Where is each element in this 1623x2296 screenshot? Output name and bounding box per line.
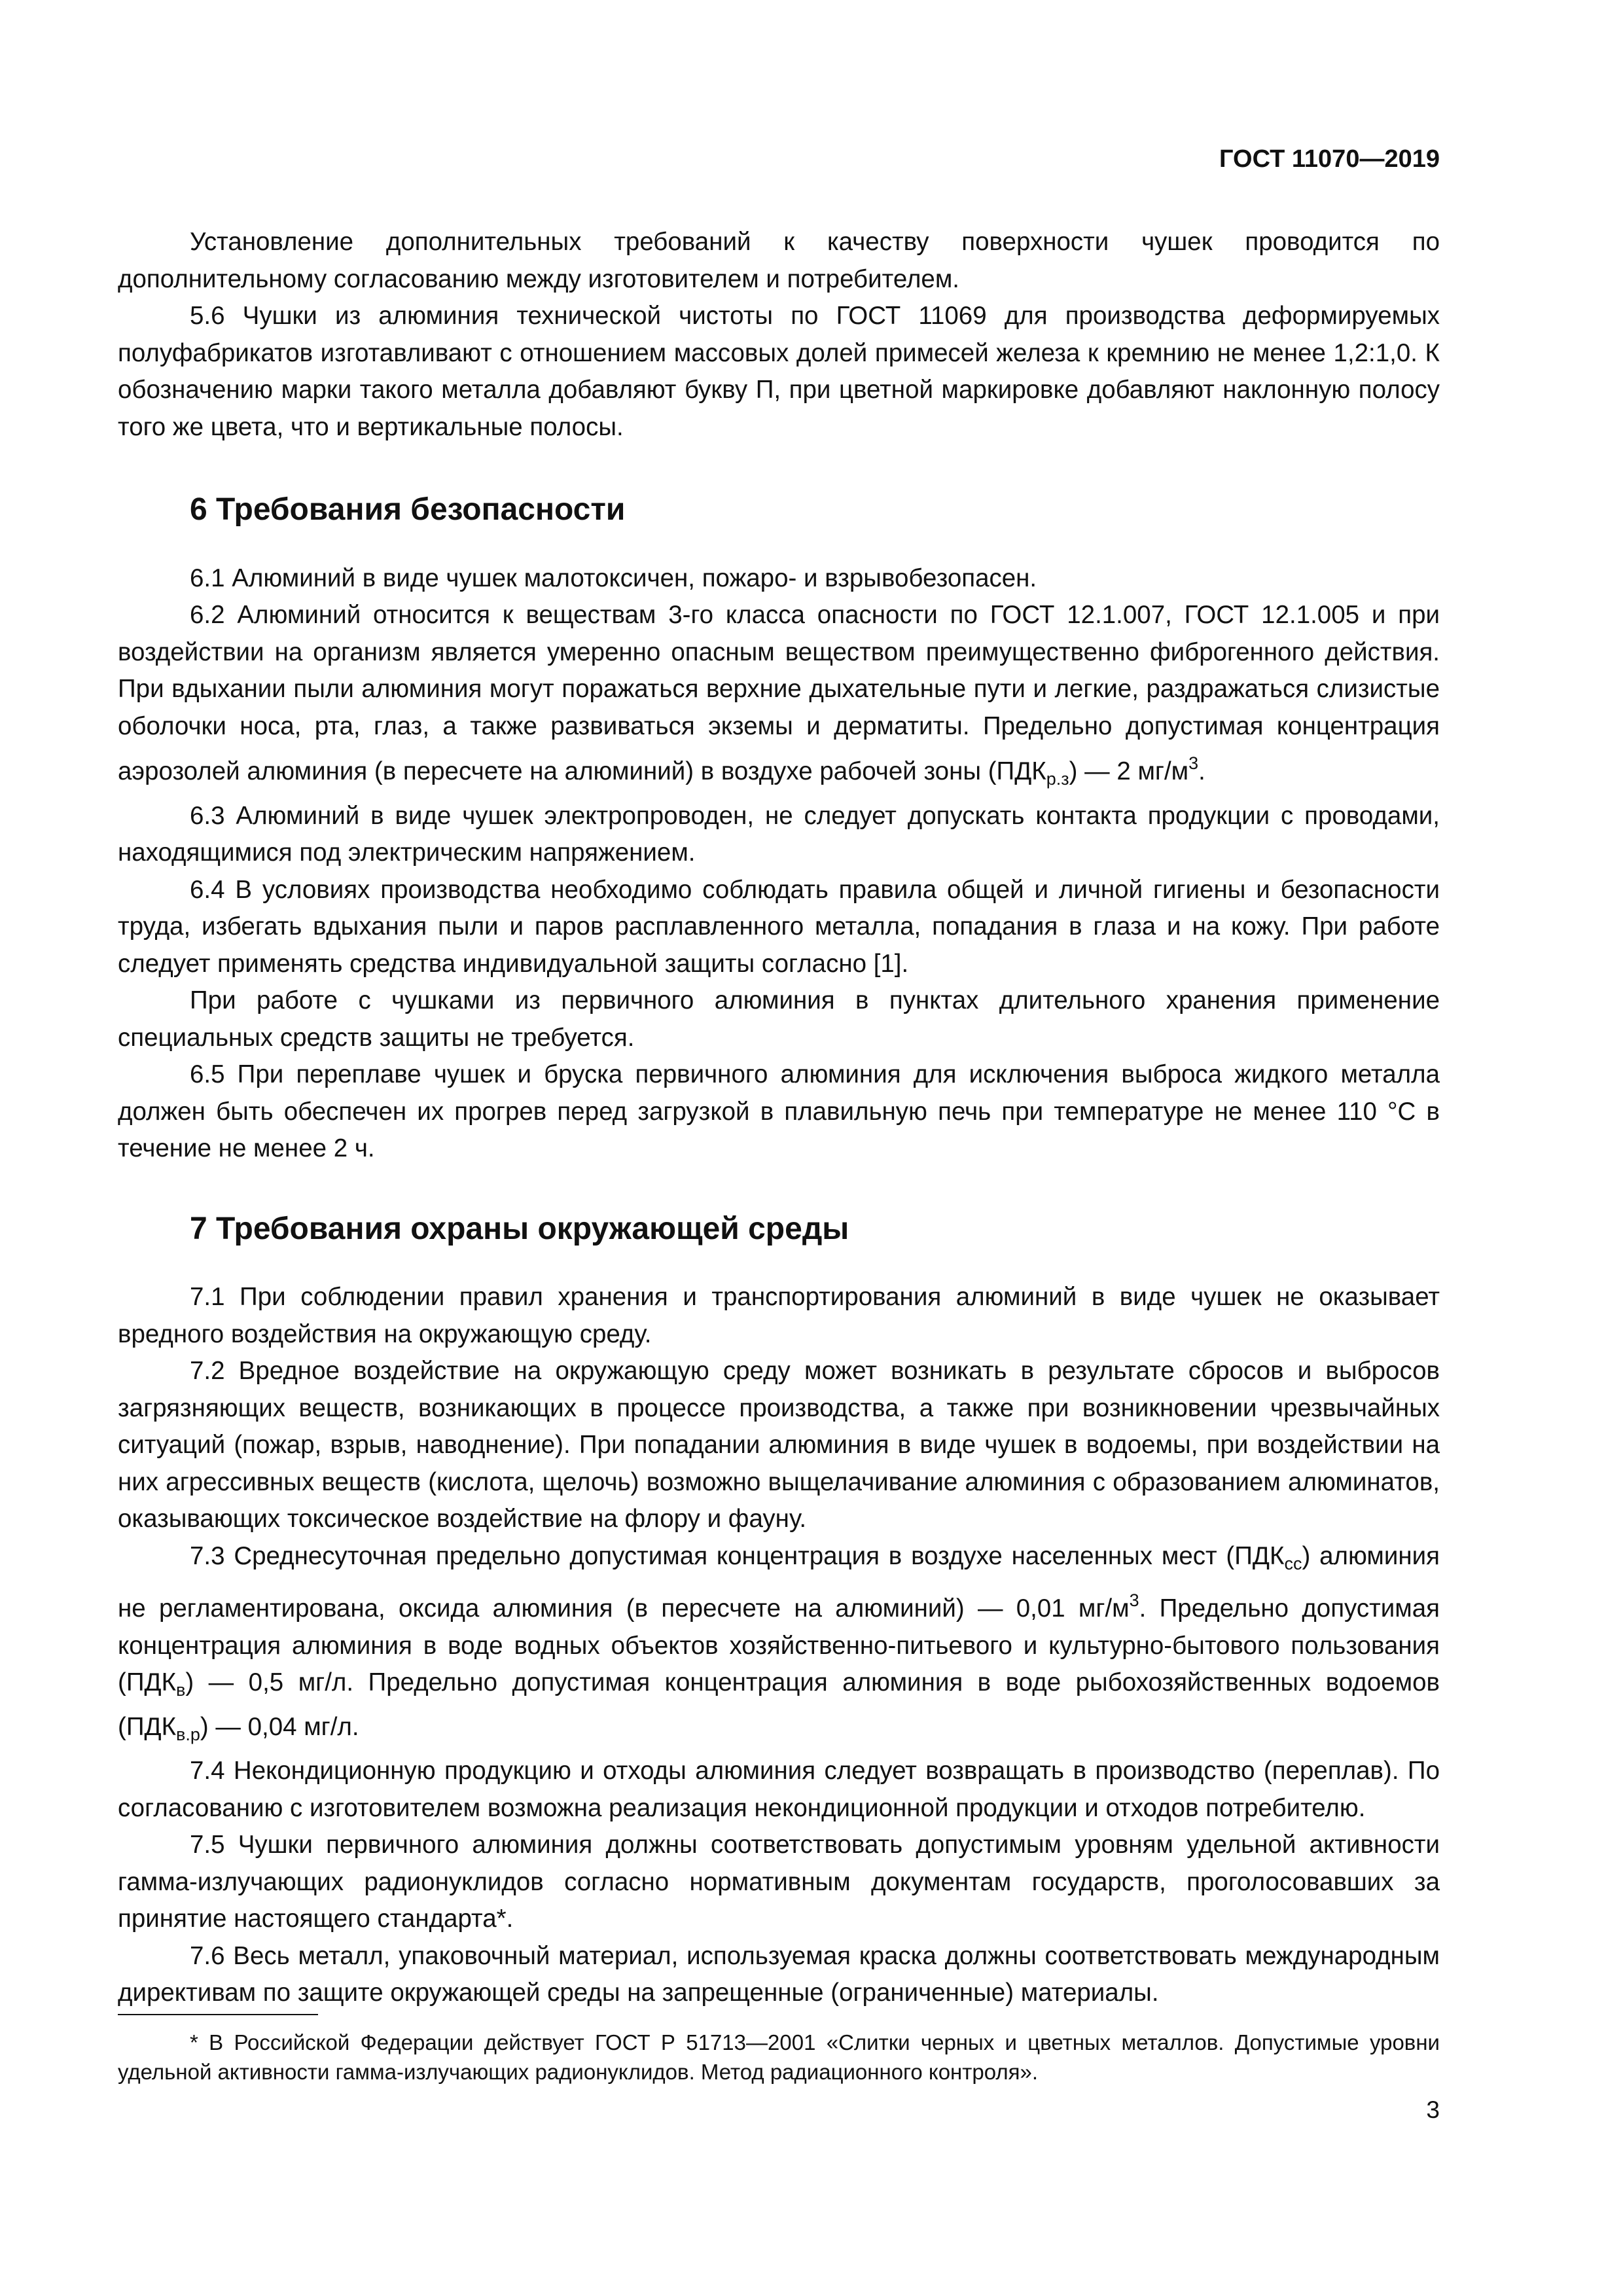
document-code-header: ГОСТ 11070—2019 [1219, 145, 1440, 173]
document-page [118, 0, 1440, 2296]
paragraph-5-6: 5.6 Чушки из алюминия технической чистоты по ГОСТ 11069 для производства деформируемых полуфабрикатов изготавливают с отношением массовых долей примесей железа к кремнию не менее 1,2:1,0. К обозначению марки такого металла добавляют букву П, при цветной маркировке добавляют наклонную полосу того же цвета, что и вертикальные полосы. [118, 302, 1440, 441]
paragraph-7-5: 7.5 Чушки первичного алюминия должны соответствовать допустимым уровням удельной активности гамма-излучающих радионуклидов согласно нормативным документам государств, проголосовавших за принятие настоящего стандарта*. [118, 1831, 1440, 1933]
footnote-divider [118, 2014, 318, 2015]
page-number: 3 [1426, 2096, 1440, 2123]
paragraph-7-2: 7.2 Вредное воздействие на окружающую среду может возникать в результате сбросов и выбросов загрязняющих веществ, возникающих в процессе производства, а также при возникновении чрезвычайных ситуаций (пожар, взрыв, наводнение). При попадании алюминия в виде чушек в водоемы, при воздействии на них агрессивных веществ (кислота, щелочь) возможно выщелачивание алюминия с образованием алюминатов, оказывающих токсическое воздействие на флору и фауну. [118, 1357, 1440, 1533]
paragraph-6-4: 6.4 В условиях производства необходимо соблюдать правила общей и личной гигиены и безопасности труда, избегать вдыхания пыли и паров расплавленного металла, попадания в глаза и на кожу. При работе следует применять средства индивидуальной защиты согласно [1]. [118, 875, 1440, 978]
paragraph-6-5: 6.5 При переплаве чушек и бруска первичного алюминия для исключения выброса жидкого металла должен быть обеспечен их прогрев перед загрузкой в плавильную печь при температуре не менее 110 °С в течение не менее 2 ч. [118, 1060, 1440, 1162]
paragraph-6-3: 6.3 Алюминий в виде чушек электропроводен, не следует допускать контакта продукции с проводами, находящимися под электрическим напряжением. [118, 801, 1440, 867]
section-7-heading: 7 Требования охраны окружающей среды [190, 1211, 849, 1246]
paragraph-5-5-continuation: Установление дополнительных требований к качеству поверхности чушек проводится по дополнительному согласованию между изготовителем и потребителем. [118, 228, 1440, 293]
paragraph-6-2: 6.2 Алюминий относится к веществам 3-го класса опасности по ГОСТ 12.1.007, ГОСТ 12.1.005 и при воздействии на организм является умеренно опасным веществом преимущественно фиброгенного действия. При вдыхании пыли алюминия могут поражаться верхние дыхательные пути и легкие, раздражаться слизистые оболочки носа, рта, глаз, а также развиваться экземы и дерматиты. Предельно допустимая концентрация аэрозолей алюминия (в пересчете на алюминий) в воздухе рабочей зоны $(ПДК_{р.з})$ — 2 $мг/м^3$. [118, 601, 1440, 789]
section-6-heading: 6 Требования безопасности [190, 492, 626, 527]
paragraph-6-1: 6.1 Алюминий в виде чушек малотоксичен, пожаро- и взрывобезопасен. [190, 564, 1037, 592]
paragraph-7-6: 7.6 Весь металл, упаковочный материал, используемая краска должны соответствовать международным директивам по защите окружающей среды на запрещенные (ограниченные) материалы. [118, 1941, 1440, 2007]
paragraph-7-4: 7.4 Некондиционную продукцию и отходы алюминия следует возвращать в производство (переплав). По согласованию с изготовителем возможна реализация некондиционной продукции и отходов потребителю. [118, 1757, 1440, 1822]
paragraph-7-3: 7.3 Среднесуточная предельно допустимая концентрация в воздухе населенных мест $(ПДК_{сс})$ алюминия не регламентирована, оксида алюминия (в пересчете на алюминий) — 0,01 $мг/м^3$. Предельно допустимая концентрация алюминия в воде водных объектов хозяйственно-питьевого и культурно-бытового пользования $(ПДК_в)$ — 0,5 мг/л. Предельно допустимая концентрация алюминия в воде рыбохозяйственных водоемов $(ПДК_{в.р})$ — 0,04 мг/л. [118, 1541, 1440, 1744]
paragraph-6-4-continuation: При работе с чушками из первичного алюминия в пунктах длительного хранения применение специальных средств защиты не требуется. [118, 986, 1440, 1052]
paragraph-7-1: 7.1 При соблюдении правил хранения и транспортирования алюминий в виде чушек не оказывает вредного воздействия на окружающую среду. [118, 1283, 1440, 1348]
body-text [118, 224, 1440, 2012]
footnote: * В Российской Федерации действует ГОСТ Р 51713—2001 «Слитки черных и цветных металлов. Допустимые уровни удельной активности гамма-излучающих радионуклидов. Метод радиационного контроля». [118, 2030, 1440, 2084]
